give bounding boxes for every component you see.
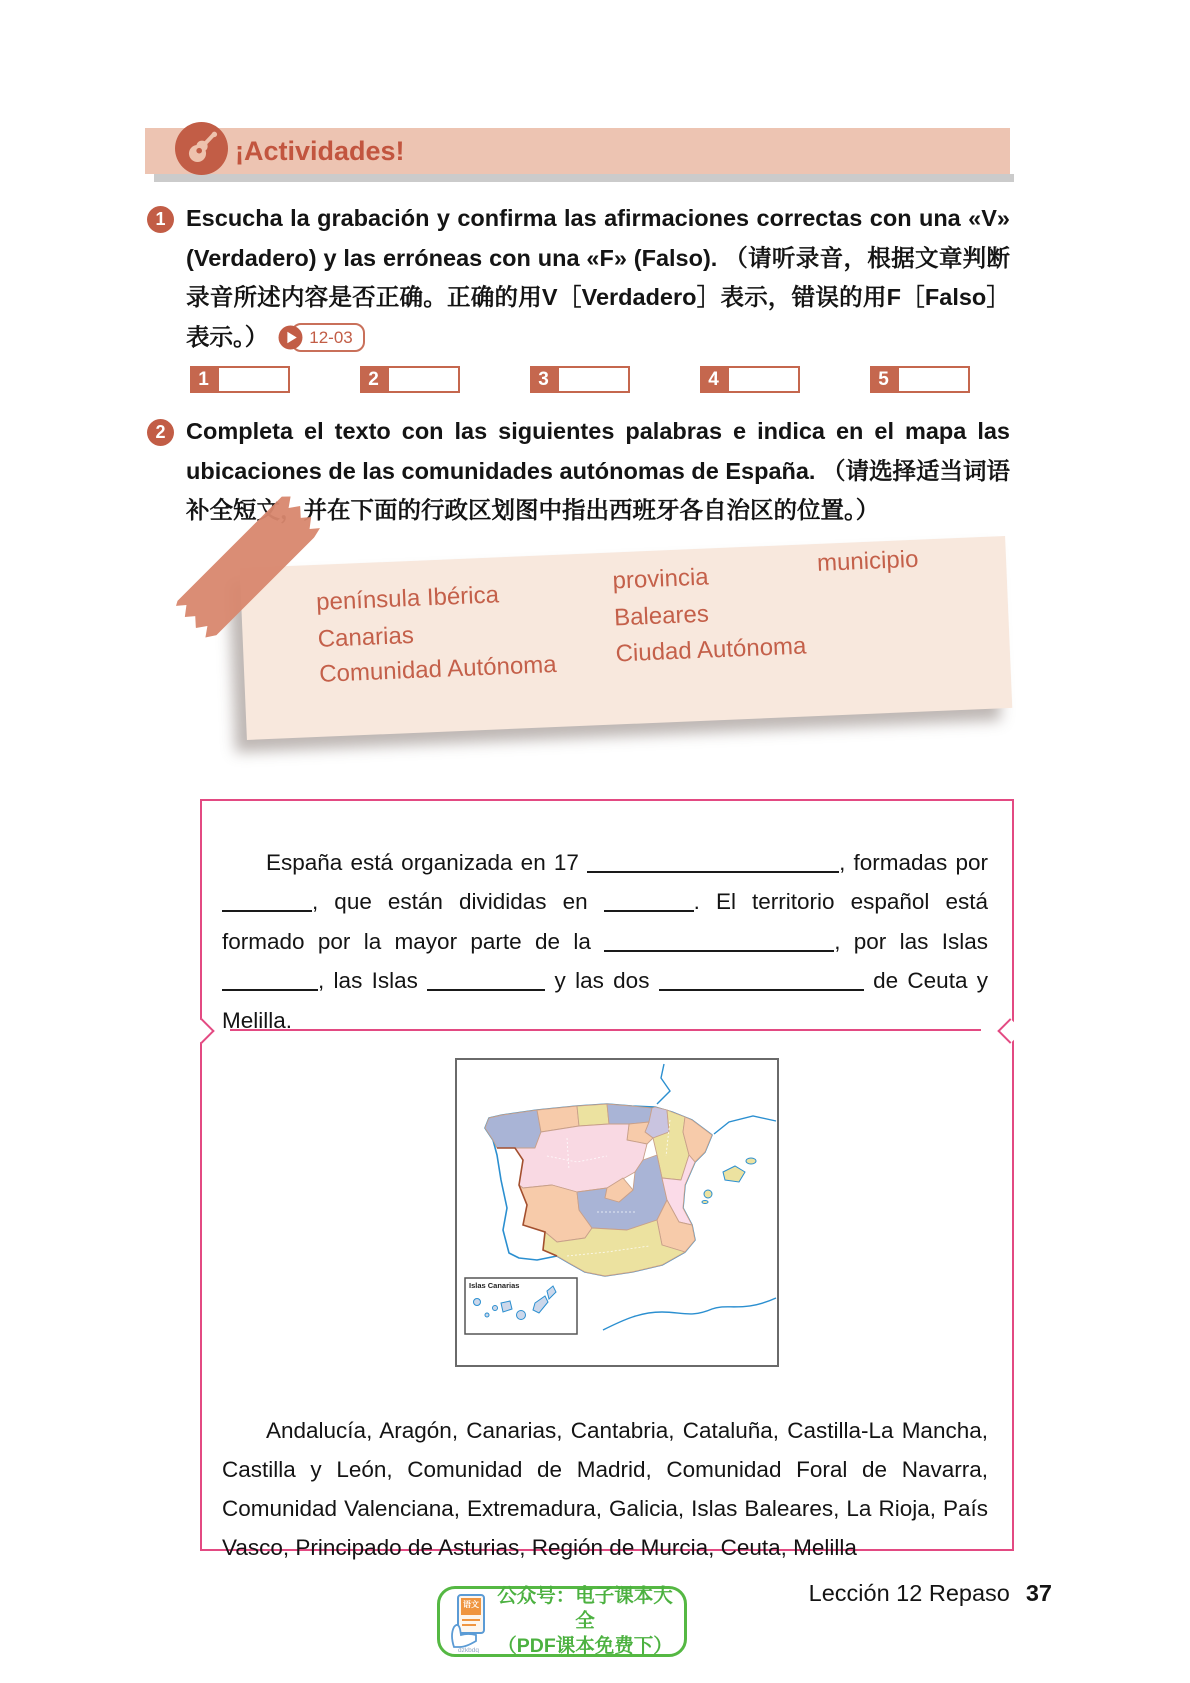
- answer-box-row: [190, 366, 970, 393]
- word-baleares: Baleares: [613, 600, 710, 632]
- answer-box-1-field[interactable]: [217, 366, 290, 393]
- answer-box-2: [360, 366, 460, 393]
- answer-box-1-number: 1: [190, 366, 217, 393]
- banner-shadow: [154, 174, 1014, 182]
- spain-map: [455, 1058, 779, 1367]
- answer-box-2-number: 2: [360, 366, 387, 393]
- exercise1-text-zh-post: ］表示。）: [186, 284, 1011, 350]
- lesson-label: Lección 12 Repaso: [808, 1580, 1010, 1606]
- cloze-blank[interactable]: [604, 927, 834, 952]
- answer-box-2-field[interactable]: [387, 366, 460, 393]
- cloze-blank[interactable]: [222, 967, 318, 992]
- exercise2-text-es: Completa el texto con las siguientes palabras e indica en el mapa las ubicaciones de las comunidades autónomas de España.: [186, 418, 1010, 484]
- audio-player-chip[interactable]: [278, 323, 364, 352]
- exercise1-keyword-falso: Falso: [924, 284, 987, 310]
- phone-icon-subtext: dzkbdq: [458, 1646, 479, 1653]
- exercise1-text-zh-mid: ］表示，错误的用F［: [696, 284, 925, 310]
- answer-box-5-number: 5: [870, 366, 897, 393]
- page-footer: [809, 1580, 1052, 1607]
- answer-box-4-number: 4: [700, 366, 727, 393]
- phone-icon-label: 语文: [463, 1599, 479, 1609]
- cloze-blank[interactable]: [659, 967, 864, 992]
- communities-list: Andalucía, Aragón, Canarias, Cantabria, Cataluña, Castilla-La Mancha, Castilla y León, Comunidad de Madrid, Comunidad Foral de Navarra, Comunidad Valenciana, Extremadura, Galicia, Islas Baleares, La Rioja, País Vasco, Principado de Asturias, Región de Murcia, Ceuta, Melilla: [222, 1417, 988, 1560]
- answer-box-3-field[interactable]: [557, 366, 630, 393]
- answer-box-5-field[interactable]: [897, 366, 970, 393]
- answer-box-5: [870, 366, 970, 393]
- exercise2-instructions: [186, 412, 1010, 531]
- exercise1-number-badge: 1: [147, 206, 174, 233]
- cloze-blank[interactable]: [604, 888, 694, 913]
- cloze-paragraph: España está organizada en 17 , formadas por , que están divididas en . El territorio español está formado por la mayor parte de la , por las Islas , las Islas y las dos de Ceuta y Melilla.: [222, 849, 989, 1033]
- word-municipio: municipio: [816, 545, 919, 577]
- word-ciudad-autonoma: Ciudad Autónoma: [615, 632, 807, 668]
- answer-box-3: [530, 366, 630, 393]
- answer-box-1: [190, 366, 290, 393]
- exercise2-text-zh: （请选择适当词语补全短文，并在下面的行政区划图中指出西班牙各自治区的位置。）: [186, 457, 1010, 523]
- answer-box-4: [700, 366, 800, 393]
- watermark-line2: （PDF课本免费下）: [497, 1635, 673, 1657]
- answer-box-3-number: 3: [530, 366, 557, 393]
- play-icon[interactable]: [278, 325, 303, 350]
- cloze-blank[interactable]: [222, 888, 312, 913]
- section-divider: [230, 1029, 981, 1031]
- audio-track-label: 12-03: [291, 323, 364, 352]
- word-bank-note: [240, 536, 1013, 740]
- word-peninsula-iberica: península Ibérica: [315, 581, 500, 616]
- cloze-blank[interactable]: [427, 967, 545, 992]
- exercise2-number-badge: 2: [147, 419, 174, 446]
- exercise1-text-es: Escucha la grabación y confirma las afirmaciones correctas con una «V» (Verdadero) y las erróneas con una «F» (Falso).: [186, 205, 1010, 271]
- exercise1-keyword-verdadero: Verdadero: [581, 284, 697, 310]
- exercise1-instructions: [186, 199, 1010, 357]
- answer-box-4-field[interactable]: [727, 366, 800, 393]
- guitar-icon: [175, 122, 228, 175]
- phone-in-hand-icon: [446, 1591, 492, 1653]
- watermark-text: [492, 1584, 678, 1659]
- word-canarias: Canarias: [317, 621, 415, 653]
- word-comunidad-autonoma: Comunidad Autónoma: [318, 650, 558, 688]
- cloze-blank[interactable]: [587, 848, 839, 873]
- page-title: ¡Actividades!: [235, 136, 405, 166]
- word-provincia: provincia: [612, 563, 710, 595]
- watermark-badge: [437, 1586, 687, 1657]
- spain-map-svg: [457, 1060, 777, 1365]
- exercise1-text-zh-pre: （请听录音，根据文章判断录音所述内容是否正确。正确的用V［: [186, 244, 1011, 310]
- page-number: 37: [1025, 1580, 1052, 1606]
- canary-inset-label: Islas Canarias: [469, 1281, 520, 1290]
- watermark-line1: 公众号：电子课本大全: [497, 1585, 673, 1632]
